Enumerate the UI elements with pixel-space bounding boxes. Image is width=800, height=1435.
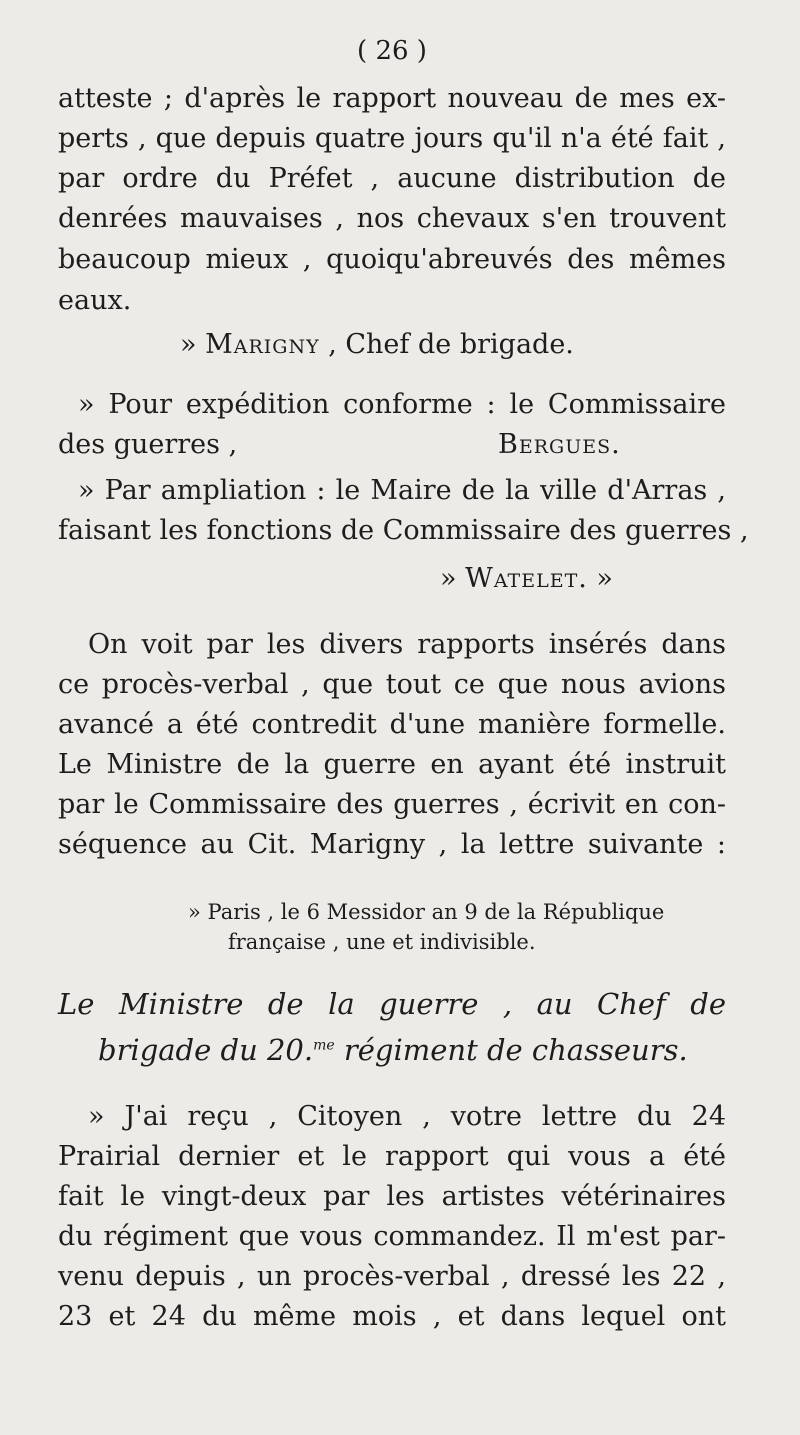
text-line: française , une et indivisible. xyxy=(228,930,536,954)
text-line: » Paris , le 6 Messidor an 9 de la République xyxy=(188,900,665,924)
text-line: venu depuis , un procès-verbal , dressé les 22 , xyxy=(58,1261,726,1292)
text-line: avancé a été contredit d'une manière formelle. xyxy=(58,709,726,740)
text-line: par le Commissaire des guerres , écrivit en con- xyxy=(58,789,726,820)
text-line: par ordre du Préfet , aucune distribution de xyxy=(58,163,726,194)
text-line: séquence au Cit. Marigny , la lettre suivante : xyxy=(58,829,726,860)
signature-watelet: » Watelet. » xyxy=(440,563,613,594)
text-line: » Par ampliation : le Maire de la ville d'Arras , xyxy=(78,475,726,506)
text-line: eaux. xyxy=(58,285,132,316)
text-line: 23 et 24 du même mois , et dans lequel ont xyxy=(58,1301,726,1332)
text-line: fait le vingt-deux par les artistes vétérinaires xyxy=(58,1181,726,1212)
page-number: ( 26 ) xyxy=(357,36,427,66)
text-line: » Pour expédition conforme : le Commissaire xyxy=(78,389,726,420)
text-line: des guerres , Bergues. xyxy=(58,429,621,460)
text-line: perts , que depuis quatre jours qu'il n'a été fait , xyxy=(58,123,726,154)
text-line: brigade du 20.$^{me}$ régiment de chasseurs. xyxy=(98,1033,688,1067)
text-line: On voit par les divers rapports insérés dans xyxy=(88,629,726,660)
text-line: beaucoup mieux , quoiqu'abreuvés des mêmes xyxy=(58,244,726,275)
text-line: » J'ai reçu , Citoyen , votre lettre du 24 xyxy=(88,1101,726,1132)
signature-marigny: » Marigny , Chef de brigade. xyxy=(180,329,574,360)
signatory-name: Watelet. xyxy=(465,563,588,594)
text-line: Prairial dernier et le rapport qui vous a été xyxy=(58,1141,726,1172)
text-line: du régiment que vous commandez. Il m'est par- xyxy=(58,1221,726,1252)
text-line: Le Ministre de la guerre en ayant été instruit xyxy=(58,749,726,780)
text-line: faisant les fonctions de Commissaire des guerres , xyxy=(58,515,749,546)
text-line: atteste ; d'après le rapport nouveau de mes ex- xyxy=(58,83,726,114)
text-line: Le Ministre de la guerre , au Chef de xyxy=(58,987,726,1021)
text-line: ce procès-verbal , que tout ce que nous avions xyxy=(58,669,726,700)
signatory-name: Marigny xyxy=(205,329,320,360)
signatory-name: Bergues. xyxy=(498,429,621,460)
text-line: denrées mauvaises , nos chevaux s'en trouvent xyxy=(58,203,726,234)
